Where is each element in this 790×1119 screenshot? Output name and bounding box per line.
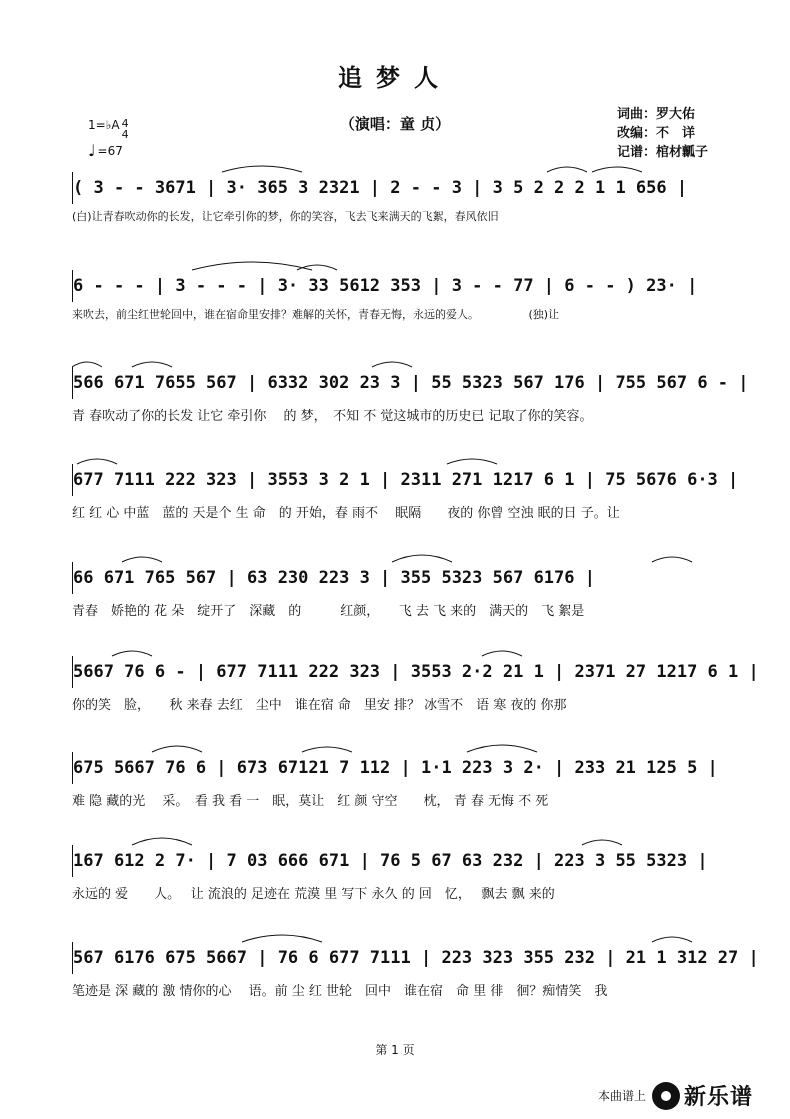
notation-line: 675 5667 76 6 | 673 67121 7 112 | 1·1 223 3 2· | 233 21 125 5 | <box>72 752 732 784</box>
key-signature <box>88 118 129 158</box>
notation-line: 677 7111 222 323 | 3553 3 2 1 | 2311 271 1217 6 1 | 75 5676 6·3 | <box>72 464 732 496</box>
record-disc-icon <box>652 1082 680 1110</box>
lyric-line: 你的笑 脸， 秋 来春 去红 尘中 谁在宿 命 里安 排？ 冰雪不 语 寒 夜的 你那 <box>72 698 567 713</box>
time-bottom: 4 <box>121 128 129 141</box>
tempo-value: =67 <box>97 144 123 158</box>
brand-watermark <box>598 1080 753 1111</box>
lyric-line: (白)让青春吹动你的长发，让它牵引你的梦，你的笑容，飞去飞来满天的飞絮，春风依旧 <box>72 210 499 223</box>
page-number: 第 1 页 <box>375 1043 415 1057</box>
notation-line: 5667 76 6 - | 677 7111 222 323 | 3553 2·2 21 1 | 2371 27 1217 6 1 | <box>72 656 732 688</box>
key-label: 1=♭A <box>88 118 120 132</box>
brand-prefix: 本曲谱上 <box>598 1089 647 1103</box>
score-row-9 <box>72 942 759 999</box>
score-row-7 <box>72 752 732 809</box>
score-row-6 <box>72 656 759 713</box>
score-row-2 <box>72 270 732 322</box>
lyric-line: 青春 娇艳的 花 朵 绽开了 深藏 的 红颜， 飞 去 飞 来的 满天的 飞 絮是 <box>72 604 585 619</box>
notation-line: 167 612 2 7· | 7 03 666 671 | 76 5 67 63 232 | 223 3 55 5323 | <box>72 845 732 877</box>
notation-line: 6 - - - | 3 - - - | 3· 33 5612 353 | 3 - - 77 | 6 - - ) 23· | <box>72 270 732 302</box>
lyric-line: 难 隐 藏的光 采。 看 我 看 一 眠，莫让 红 颜 守空 枕， 青 春 无悔 不 死 <box>72 794 549 809</box>
brand-name: 新乐谱 <box>684 1085 754 1110</box>
score-row-8 <box>72 845 732 902</box>
notation-line: 567 6176 675 5667 | 76 6 677 7111 | 223 323 355 232 | 21 1 312 27 | <box>72 942 732 974</box>
score-row-4 <box>72 464 739 521</box>
quarter-note-icon: ♩ <box>88 141 96 160</box>
time-top: 4 <box>121 117 129 130</box>
lyric-line: 永远的 爱 人。 让 流浪的 足迹在 荒漠 里 写下 永久 的 回 忆， 飘去 飘 来的 <box>72 887 555 902</box>
credits <box>617 105 708 162</box>
score-row-5 <box>72 562 732 619</box>
lyric-line: 笔迹是 深 藏的 激 情你的心 语。前 尘 红 世轮 回中 谁在宿 命 里 徘 徊？痴情笑 我 <box>72 984 608 999</box>
lyric-line: 红 红 心 中蓝 蓝的 天是个 生 命 的 开始，春 雨不 眠隔 夜的 你曾 空浊 眠的日 子。让 <box>72 506 620 521</box>
notation-line: 66 671 765 567 | 63 230 223 3 | 355 5323 567 6176 | <box>72 562 732 594</box>
score-row-3 <box>72 367 749 424</box>
notation-line: ( 3 - - 3671 | 3· 365 3 2321 | 2 - - 3 | 3 5 2 2 2 1 1 656 | <box>72 172 732 204</box>
credit-arranger: 改编：不 详 <box>617 126 696 141</box>
credit-transcriber: 记谱：棺材瓤子 <box>617 145 709 160</box>
song-title: 追梦人 <box>338 64 452 92</box>
notation-line: 566 671 7655 567 | 6332 302 23 3 | 55 5323 567 176 | 755 567 6 - | <box>72 367 732 399</box>
singer-line: （演唱：童 贞） <box>339 115 451 133</box>
lyric-line: 来吹去，前尘红世轮回中，谁在宿命里安排？难解的关怀，青春无悔，永远的爱人。 (独)让 <box>72 308 560 321</box>
time-signature <box>122 118 129 140</box>
lyric-line: 青 春吹动了你的长发 让它 牵引你 的 梦， 不知 不 觉这城市的历史已 记取了你的笑容。 <box>72 409 593 424</box>
score-row-1 <box>72 172 732 224</box>
credit-lyrics-music: 词曲：罗大佑 <box>617 107 696 122</box>
